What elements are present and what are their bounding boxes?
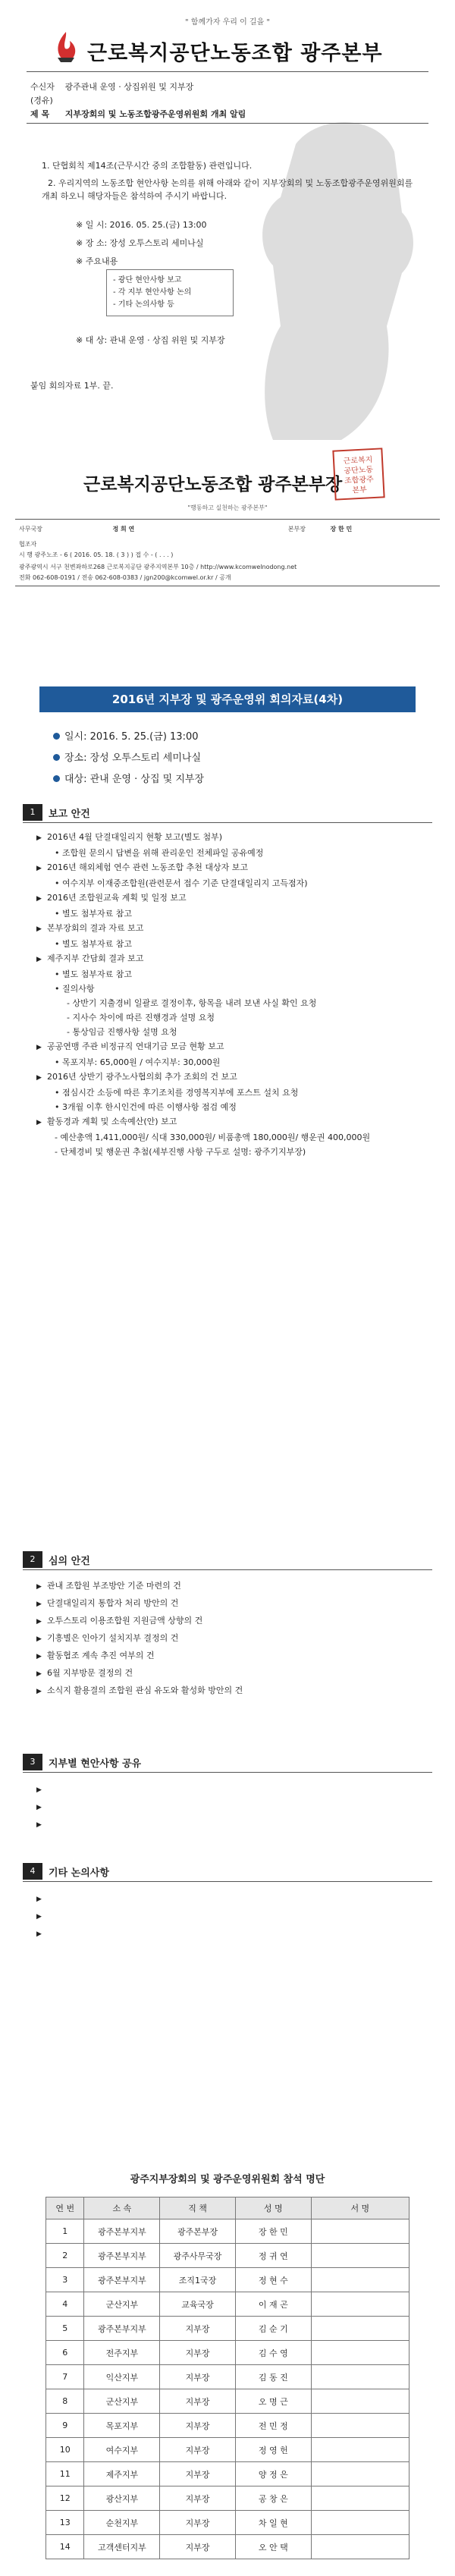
signature-cell[interactable]: [311, 2462, 409, 2486]
arrow-icon: ▶: [36, 1044, 42, 1051]
arrow-icon: ▶: [36, 895, 42, 903]
table-cell: 지부장: [160, 2438, 236, 2462]
table-cell: 지부장: [160, 2511, 236, 2535]
section-title: 지부별 현안사항 공유: [49, 1758, 142, 1770]
coop-label: 협조자: [19, 541, 37, 548]
table-cell: 10: [46, 2438, 84, 2462]
table-cell: 7: [46, 2365, 84, 2389]
bullet-icon: [53, 775, 60, 782]
table-cell: 지부장: [160, 2486, 236, 2511]
table-cell: 11: [46, 2462, 84, 2486]
official-seal-icon: 근로복지 공단노동 조합광주 본부: [332, 448, 384, 500]
section-header: [23, 1551, 432, 1568]
attendance-title: 광주지부장회의 및 광주운영위원회 참석 명단: [130, 2174, 325, 2185]
bullet-icon: [53, 733, 60, 740]
signature-cell[interactable]: [311, 2244, 409, 2268]
list-item: - 상반기 지출경비 일괄로 결정이후, 항목을 내려 보낸 사실 확인 요청: [67, 998, 317, 1008]
table-cell: 목포지부: [84, 2414, 160, 2438]
bullet-icon: [53, 754, 60, 761]
table-row: [46, 2317, 410, 2341]
meeting-date: [76, 218, 207, 231]
section-number: 2: [23, 1551, 42, 1568]
enforce-row: 시 행 광주노조 - 6 ( 2016. 05. 18. ( 3 ) ) 접 수 - ( . . . ): [19, 551, 174, 558]
table-cell: 조직1국장: [160, 2268, 236, 2292]
table-cell: 순천지부: [84, 2511, 160, 2535]
drafter-label: 사무국장: [19, 526, 42, 532]
table-cell: 익산지부: [84, 2365, 160, 2389]
routing-divider-top: [15, 519, 440, 520]
table-cell: 13: [46, 2511, 84, 2535]
arrow-icon: ▶: [36, 1896, 42, 1903]
meeting-target-label: ※ 대 상:: [76, 335, 108, 345]
list-item: ▶ 2016년 상반기 광주노사협의회 추가 조회의 건 보고: [36, 1070, 431, 1085]
table-cell: 3: [46, 2268, 84, 2292]
meeting-target: [76, 334, 225, 346]
head-name: 장 한 민: [330, 526, 353, 532]
table-cell: 5: [46, 2317, 84, 2341]
section-underline: [23, 1569, 432, 1570]
table-cell: 2: [46, 2244, 84, 2268]
table-cell: 오 안 택: [235, 2535, 311, 2559]
raised-fist-watermark-icon: [228, 99, 432, 448]
signature-cell[interactable]: [311, 2268, 409, 2292]
list-item: ▶ 2016년 해외체험 연수 관련 노동조합 추천 대상자 보고: [36, 860, 431, 876]
report-date: 일시: 2016. 5. 25.(금) 13:00: [53, 728, 199, 743]
list-item: - 예산총액 1,411,000원/ 식대 330,000원/ 비품총액 180,000원/ 행운권 400,000원: [55, 1132, 371, 1142]
letterhead-divider: [27, 71, 428, 72]
head-label: 본부장: [287, 526, 306, 532]
report-header: 2016년 지부장 및 광주운영위 회의자료(4차): [39, 686, 416, 712]
section-title: 보고 안건: [49, 809, 90, 820]
table-cell: 여수지부: [84, 2438, 160, 2462]
arrow-icon: ▶: [36, 1688, 42, 1695]
table-cell: 지부장: [160, 2389, 236, 2414]
signature-cell[interactable]: [311, 2341, 409, 2365]
list-item: • 별도 첨부자료 참고: [55, 969, 132, 979]
table-row: [46, 2535, 410, 2559]
arrow-icon: ▶: [36, 865, 42, 872]
arrow-icon: ▶: [36, 1601, 42, 1608]
report-place: 장소: 장성 오투스토리 세미나실: [53, 749, 201, 764]
table-cell: 이 재 곤: [235, 2292, 311, 2317]
table-cell: 광주본부지부: [84, 2317, 160, 2341]
signature-cell[interactable]: [311, 2292, 409, 2317]
section-header: [23, 1863, 432, 1880]
list-item: ▶ 관내 조합원 부조방안 기준 마련의 건: [36, 1578, 431, 1595]
meeting-place-value: 장성 오투스토리 세미나실: [109, 238, 204, 248]
table-cell: 공 창 은: [235, 2486, 311, 2511]
table-cell: 광주본부지부: [84, 2219, 160, 2244]
list-item: ▶ 6월 지부방문 결정의 건: [36, 1665, 431, 1682]
intro-body: [42, 159, 421, 207]
drafter-name: 정 희 연: [112, 526, 135, 532]
union-logo-icon: [53, 30, 79, 64]
arrow-icon: ▶: [36, 1074, 42, 1082]
table-cell: 양 정 은: [235, 2462, 311, 2486]
table-cell: 정 현 수: [235, 2268, 311, 2292]
agenda-item: - 광단 현안사항 보고: [113, 276, 182, 284]
section-underline: [23, 822, 432, 823]
table-cell: 오 명 근: [235, 2389, 311, 2414]
table-cell: 지부장: [160, 2462, 236, 2486]
subject-value: 지부장회의 및 노동조합광주운영위원회 개최 알림: [64, 109, 246, 119]
table-row: [46, 2486, 410, 2511]
signature-name: 근로복지공단노동조합 광주본부장: [83, 475, 343, 495]
table-cell: 군산지부: [84, 2292, 160, 2317]
via-row: (경유): [30, 96, 53, 105]
column-header: 성 명: [235, 2197, 311, 2219]
arrow-icon: ▶: [36, 1913, 42, 1921]
section-4-items: [36, 1890, 431, 1943]
list-item: ▶ 소식지 활용결의 조합원 관심 유도와 활성화 방안의 건: [36, 1682, 431, 1700]
table-cell: 광주본부지부: [84, 2244, 160, 2268]
table-row: [46, 2511, 410, 2535]
arrow-icon: ▶: [36, 1653, 42, 1660]
list-item: [36, 1798, 431, 1816]
list-item: ▶ 기흥별은 인아기 설치지부 결정의 건: [36, 1630, 431, 1648]
agenda-label: ※ 주요내용: [76, 256, 118, 266]
list-item: - 통상임금 진행사항 설명 요청: [67, 1027, 177, 1037]
table-row: [46, 2414, 410, 2438]
arrow-icon: ▶: [36, 1635, 42, 1643]
list-item: ▶ 본부장회의 결과 자료 보고: [36, 921, 431, 937]
signature-cell[interactable]: [311, 2535, 409, 2559]
agenda-item: - 각 지부 현안사항 논의: [113, 288, 192, 297]
subject-label: 제 목: [30, 109, 50, 119]
signature-cell[interactable]: [311, 2317, 409, 2341]
arrow-icon: ▶: [36, 1119, 42, 1126]
signature-cell[interactable]: [311, 2365, 409, 2389]
column-header: 소 속: [84, 2197, 160, 2219]
arrow-icon: ▶: [36, 1786, 42, 1794]
table-cell: 전 민 정: [235, 2414, 311, 2438]
meeting-date-label: ※ 일 시:: [76, 220, 108, 230]
arrow-icon: ▶: [36, 956, 42, 963]
list-item: [36, 1816, 431, 1833]
section-underline: [23, 1772, 432, 1773]
meeting-place: [76, 237, 204, 249]
table-cell: 8: [46, 2389, 84, 2414]
section-header: [23, 1754, 432, 1770]
table-cell: 6: [46, 2341, 84, 2365]
list-item: [36, 1781, 431, 1798]
list-item: • 조합원 문의시 답변을 위해 관리운인 전체파일 공유예정: [55, 848, 264, 858]
recipient-row: [30, 80, 193, 93]
table-row: [46, 2389, 410, 2414]
arrow-icon: ▶: [36, 1804, 42, 1811]
arrow-icon: ▶: [36, 1821, 42, 1829]
column-header: 서 명: [311, 2197, 409, 2219]
list-item: • 별도 첨부자료 참고: [55, 909, 132, 919]
section-1-items: [36, 830, 431, 1159]
signature-cell[interactable]: [311, 2389, 409, 2414]
table-cell: 교육국장: [160, 2292, 236, 2317]
table-row: [46, 2462, 410, 2486]
table-cell: 지부장: [160, 2365, 236, 2389]
agenda-item: - 기타 논의사항 등: [113, 300, 174, 309]
union-name-title: 근로복지공단노동조합 광주본부: [87, 42, 383, 65]
subject-row: [30, 108, 246, 120]
column-header: 연 번: [46, 2197, 84, 2219]
list-item: - 단체경비 및 행운권 추첨(세부진행 사항 구두로 설명: 광주기지부장): [55, 1147, 306, 1157]
signature-cell[interactable]: [311, 2414, 409, 2438]
table-cell: 김 순 기: [235, 2317, 311, 2341]
table-row: [46, 2219, 410, 2244]
table-cell: 지부장: [160, 2535, 236, 2559]
section-underline: [23, 1881, 432, 1882]
table-row: [46, 2268, 410, 2292]
section-number: 3: [23, 1754, 42, 1770]
arrow-icon: ▶: [36, 1583, 42, 1591]
list-item: ▶ 2016년 조합원교육 계획 및 일정 보고: [36, 891, 431, 906]
table-cell: 차 일 현: [235, 2511, 311, 2535]
list-item: • 점심시간 소등에 따른 후기조치를 경영복지부에 포스트 설치 요청: [55, 1088, 299, 1098]
list-item: • 여수지부 이재중조합원(관련문서 접수 기준 단결대일리지 고득점자): [55, 878, 308, 888]
table-cell: 광주본부지부: [84, 2268, 160, 2292]
table-cell: 김 동 진: [235, 2365, 311, 2389]
section-3-items: [36, 1781, 431, 1833]
section-number: 4: [23, 1863, 42, 1880]
table-row: [46, 2244, 410, 2268]
table-cell: 장 한 민: [235, 2219, 311, 2244]
list-item: ▶ 공공연맹 주관 비정규직 연대기금 모금 현황 보고: [36, 1039, 431, 1055]
table-header-row: [46, 2197, 410, 2219]
table-row: [46, 2341, 410, 2365]
list-item: ▶ 2016년 4월 단결대일리지 현황 보고(별도 첨부): [36, 830, 431, 846]
list-item: - 지사수 차이에 따른 진행경과 설명 요청: [67, 1013, 215, 1023]
table-cell: 9: [46, 2414, 84, 2438]
arrow-icon: ▶: [36, 1618, 42, 1626]
list-item: [36, 1908, 431, 1925]
agenda-box: [106, 269, 234, 316]
attendance-table: [46, 2197, 410, 2559]
list-item: • 3개월 이후 한시인건에 따른 이행사항 점검 예정: [55, 1102, 237, 1112]
list-item: • 별도 첨부자료 참고: [55, 939, 132, 949]
intro-paragraph-2: 2. 우리지역의 노동조합 현안사항 논의를 위해 아래와 같이 지부장회의 및 노동조합광주운영위원회를 개최 하오니 해당자들은 참석하여 주시기 바랍니다.: [42, 178, 413, 201]
list-item: [36, 1890, 431, 1908]
list-item: ▶ 오투스토리 이용조합원 지원금액 상향의 건: [36, 1613, 431, 1630]
phone-row: 전화 062-608-0191 / 전송 062-608-0383 / jgn200@kcomwel.or.kr / 공개: [19, 574, 231, 581]
signature-cell[interactable]: [311, 2438, 409, 2462]
table-cell: 광주본부장: [160, 2219, 236, 2244]
attachment-note: 붙임 회의자료 1부. 끝.: [30, 381, 114, 391]
table-cell: 1: [46, 2219, 84, 2244]
section-header: [23, 804, 432, 821]
table-cell: 정 귀 연: [235, 2244, 311, 2268]
drafter-row: [19, 525, 352, 533]
list-item: • 목포지부: 65,000원 / 여수지부: 30,000원: [55, 1057, 221, 1067]
arrow-icon: ▶: [36, 1930, 42, 1938]
arrow-icon: ▶: [36, 1670, 42, 1678]
table-cell: 14: [46, 2535, 84, 2559]
list-item: ▶ 활동협조 계속 추진 여부의 건: [36, 1648, 431, 1665]
section-number: 1: [23, 804, 42, 821]
table-cell: 지부장: [160, 2317, 236, 2341]
report-target: 대상: 관내 운영 · 상집 및 지부장: [53, 771, 204, 785]
table-cell: 정 영 헌: [235, 2438, 311, 2462]
signature-cell[interactable]: [311, 2219, 409, 2244]
signature-cell[interactable]: [311, 2486, 409, 2511]
table-cell: 광산지부: [84, 2486, 160, 2511]
meeting-target-value: 관내 운영 · 상집 위원 및 지부장: [109, 335, 225, 345]
intro-paragraph-1: 1. 단협회칙 제14조(근무시간 중의 조합활동) 관련입니다.: [42, 161, 253, 171]
arrow-icon: ▶: [36, 834, 42, 842]
recipient-label: 수신자: [30, 82, 55, 92]
column-header: 직 책: [160, 2197, 236, 2219]
list-item: ▶ 활동경과 계획 및 소속예산(안) 보고: [36, 1114, 431, 1130]
signature-cell[interactable]: [311, 2511, 409, 2535]
list-item: [36, 1925, 431, 1943]
table-cell: 김 수 영: [235, 2341, 311, 2365]
list-item: • 질의사항: [55, 984, 95, 994]
signature-slogan: "행동하고 실천하는 광주본부": [187, 504, 268, 511]
table-cell: 4: [46, 2292, 84, 2317]
meeting-place-label: ※ 장 소:: [76, 238, 108, 248]
recipient-value: 광주관내 운영 · 상집위원 및 지부장: [64, 82, 194, 92]
table-cell: 지부장: [160, 2414, 236, 2438]
table-cell: 12: [46, 2486, 84, 2511]
table-cell: 군산지부: [84, 2389, 160, 2414]
table-row: [46, 2438, 410, 2462]
table-cell: 제주지부: [84, 2462, 160, 2486]
meeting-date-value: 2016. 05. 25.(금) 13:00: [109, 220, 207, 230]
table-row: [46, 2292, 410, 2317]
table-cell: 고객센터지부: [84, 2535, 160, 2559]
section-title: 기타 논의사항: [49, 1868, 109, 1879]
arrow-icon: ▶: [36, 925, 42, 933]
section-title: 심의 안건: [49, 1556, 90, 1567]
table-cell: 광주사무국장: [160, 2244, 236, 2268]
table-row: [46, 2365, 410, 2389]
list-item: ▶ 제주지부 간담회 결과 보고: [36, 951, 431, 967]
list-item: ▶ 단결대일리지 통합자 처리 방안의 건: [36, 1595, 431, 1613]
table-cell: 전주지부: [84, 2341, 160, 2365]
address-row: 광주광역시 서구 천변좌하로268 근로복지공단 광주지역본부 10층 / http://www.kcomwelnodong.net: [19, 564, 297, 570]
section-2-items: [36, 1578, 431, 1700]
table-cell: 지부장: [160, 2341, 236, 2365]
letterhead-slogan: " 함께가자 우리 이 길을 ": [184, 18, 271, 27]
subject-divider: [27, 123, 428, 124]
